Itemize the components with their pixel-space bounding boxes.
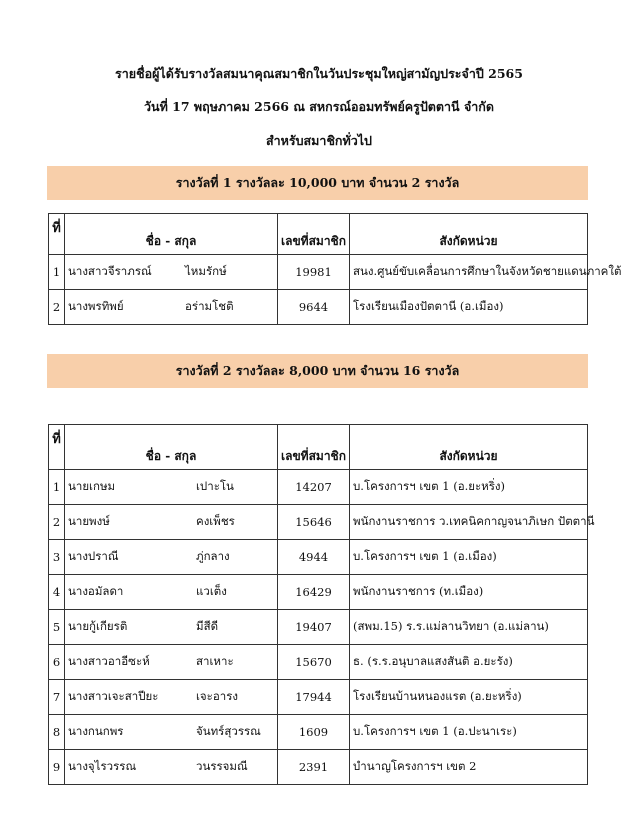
last-name: เจะอารง [196, 689, 239, 703]
member-name [65, 610, 278, 645]
last-name: ภู่กลาง [196, 549, 230, 563]
member-name [65, 470, 278, 505]
affiliated-unit: (สพม.15) ร.ร.แม่ลานวิทยา (อ.แม่ลาน) [350, 610, 588, 645]
row-number: 5 [49, 610, 65, 645]
col-name-header: ชื่อ - สกุล [65, 425, 278, 470]
member-name [65, 645, 278, 680]
table-row [49, 505, 588, 540]
affiliated-unit: พนักงานราชการ (ท.เมือง) [350, 575, 588, 610]
last-name: จันทร์สุวรรณ [196, 724, 261, 738]
prize-1-table [48, 213, 622, 325]
table-header-row [49, 214, 588, 255]
row-number: 2 [49, 505, 65, 540]
row-number: 4 [49, 575, 65, 610]
member-id: 1609 [278, 715, 350, 750]
prize-1-banner: รางวัลที่ 1 รางวัลละ 10,000 บาท จำนวน 2 รางวัล [47, 166, 588, 200]
first-name: นายพงษ์ [68, 514, 110, 528]
row-number: 3 [49, 540, 65, 575]
affiliated-unit: โรงเรียนเมืองปัตตานี (อ.เมือง) [350, 290, 588, 325]
member-id: 9644 [278, 290, 350, 325]
table-row [49, 290, 588, 325]
affiliated-unit: พนักงานราชการ ว.เทคนิคกาญจนาภิเษก ปัตตานี [350, 505, 588, 540]
affiliated-unit: สนง.ศูนย์ขับเคลื่อนการศึกษาในจังหวัดชายแดนภาคใต้ [350, 255, 588, 290]
last-name: อร่ามโชติ [185, 299, 234, 313]
table-row [49, 645, 588, 680]
member-id: 2391 [278, 750, 350, 785]
table-row [49, 750, 588, 785]
member-category: สำหรับสมาชิกทั่วไป [266, 133, 372, 148]
member-id: 15670 [278, 645, 350, 680]
row-number: 2 [49, 290, 65, 325]
member-id: 16429 [278, 575, 350, 610]
row-number: 1 [49, 470, 65, 505]
affiliated-unit: บ.โครงการฯ เขต 1 (อ.ปะนาเระ) [350, 715, 588, 750]
event-date-location: วันที่ 17 พฤษภาคม 2566 ณ สหกรณ์ออมทรัพย์ครูปัตตานี จำกัด [144, 99, 494, 114]
member-name [65, 575, 278, 610]
first-name: นางพรทิพย์ [68, 299, 124, 313]
row-number: 1 [49, 255, 65, 290]
affiliated-unit: ธ. (ร.ร.อนุบาลแสงสันติ อ.ยะรัง) [350, 645, 588, 680]
member-name [65, 540, 278, 575]
col-member-id-header: เลขที่สมาชิก [278, 425, 350, 470]
first-name: นายกู้เกียรติ [68, 619, 128, 633]
member-name [65, 290, 278, 325]
prize-2-table [48, 424, 595, 785]
member-name [65, 750, 278, 785]
first-name: นางสาวอาอีซะห์ [68, 654, 150, 668]
first-name: นางปราณี [68, 549, 119, 563]
row-number: 6 [49, 645, 65, 680]
affiliated-unit: บ.โครงการฯ เขต 1 (อ.เมือง) [350, 540, 588, 575]
col-no-header: ที่ [49, 425, 65, 470]
prize-2-banner: รางวัลที่ 2 รางวัลละ 8,000 บาท จำนวน 16 รางวัล [47, 354, 588, 388]
affiliated-unit: บ.โครงการฯ เขต 1 (อ.ยะหริ่ง) [350, 470, 588, 505]
table-row [49, 680, 588, 715]
last-name: สาเหาะ [196, 654, 234, 668]
col-no-header: ที่ [49, 214, 65, 255]
member-name [65, 255, 278, 290]
document-title: รายชื่อผู้ได้รับรางวัลสมนาคุณสมาชิกในวันประชุมใหญ่สามัญประจำปี 2565 [115, 66, 523, 81]
first-name: นางกนกพร [68, 724, 124, 738]
row-number: 9 [49, 750, 65, 785]
affiliated-unit: โรงเรียนบ้านหนองแรต (อ.ยะหริ่ง) [350, 680, 588, 715]
first-name: นายเกษม [68, 479, 116, 493]
member-name [65, 715, 278, 750]
affiliated-unit: บำนาญโครงการฯ เขต 2 [350, 750, 588, 785]
table-row [49, 610, 588, 645]
table-row [49, 470, 588, 505]
last-name: เปาะโน [196, 479, 234, 493]
last-name: มีสีดี [196, 619, 219, 633]
member-id: 14207 [278, 470, 350, 505]
member-name [65, 680, 278, 715]
col-name-header: ชื่อ - สกุล [65, 214, 278, 255]
col-member-id-header: เลขที่สมาชิก [278, 214, 350, 255]
table-row [49, 575, 588, 610]
last-name: แวเต็ง [196, 584, 227, 598]
first-name: นางจุไรวรรณ [68, 759, 137, 773]
row-number: 7 [49, 680, 65, 715]
first-name: นางอมัลดา [68, 584, 124, 598]
member-name [65, 505, 278, 540]
last-name: วนรรจมณี [196, 759, 248, 773]
last-name: คงเพ็ชร [196, 514, 235, 528]
member-id: 15646 [278, 505, 350, 540]
first-name: นางสาวจีราภรณ์ [68, 264, 152, 278]
table-row [49, 255, 588, 290]
row-number: 8 [49, 715, 65, 750]
table-row [49, 540, 588, 575]
col-unit-header: สังกัดหน่วย [350, 214, 588, 255]
col-unit-header: สังกัดหน่วย [350, 425, 588, 470]
last-name: ไหมรักษ์ [185, 264, 227, 278]
member-id: 19981 [278, 255, 350, 290]
first-name: นางสาวเจะสาปียะ [68, 689, 159, 703]
table-header-row [49, 425, 588, 470]
member-id: 19407 [278, 610, 350, 645]
table-row [49, 715, 588, 750]
member-id: 4944 [278, 540, 350, 575]
member-id: 17944 [278, 680, 350, 715]
